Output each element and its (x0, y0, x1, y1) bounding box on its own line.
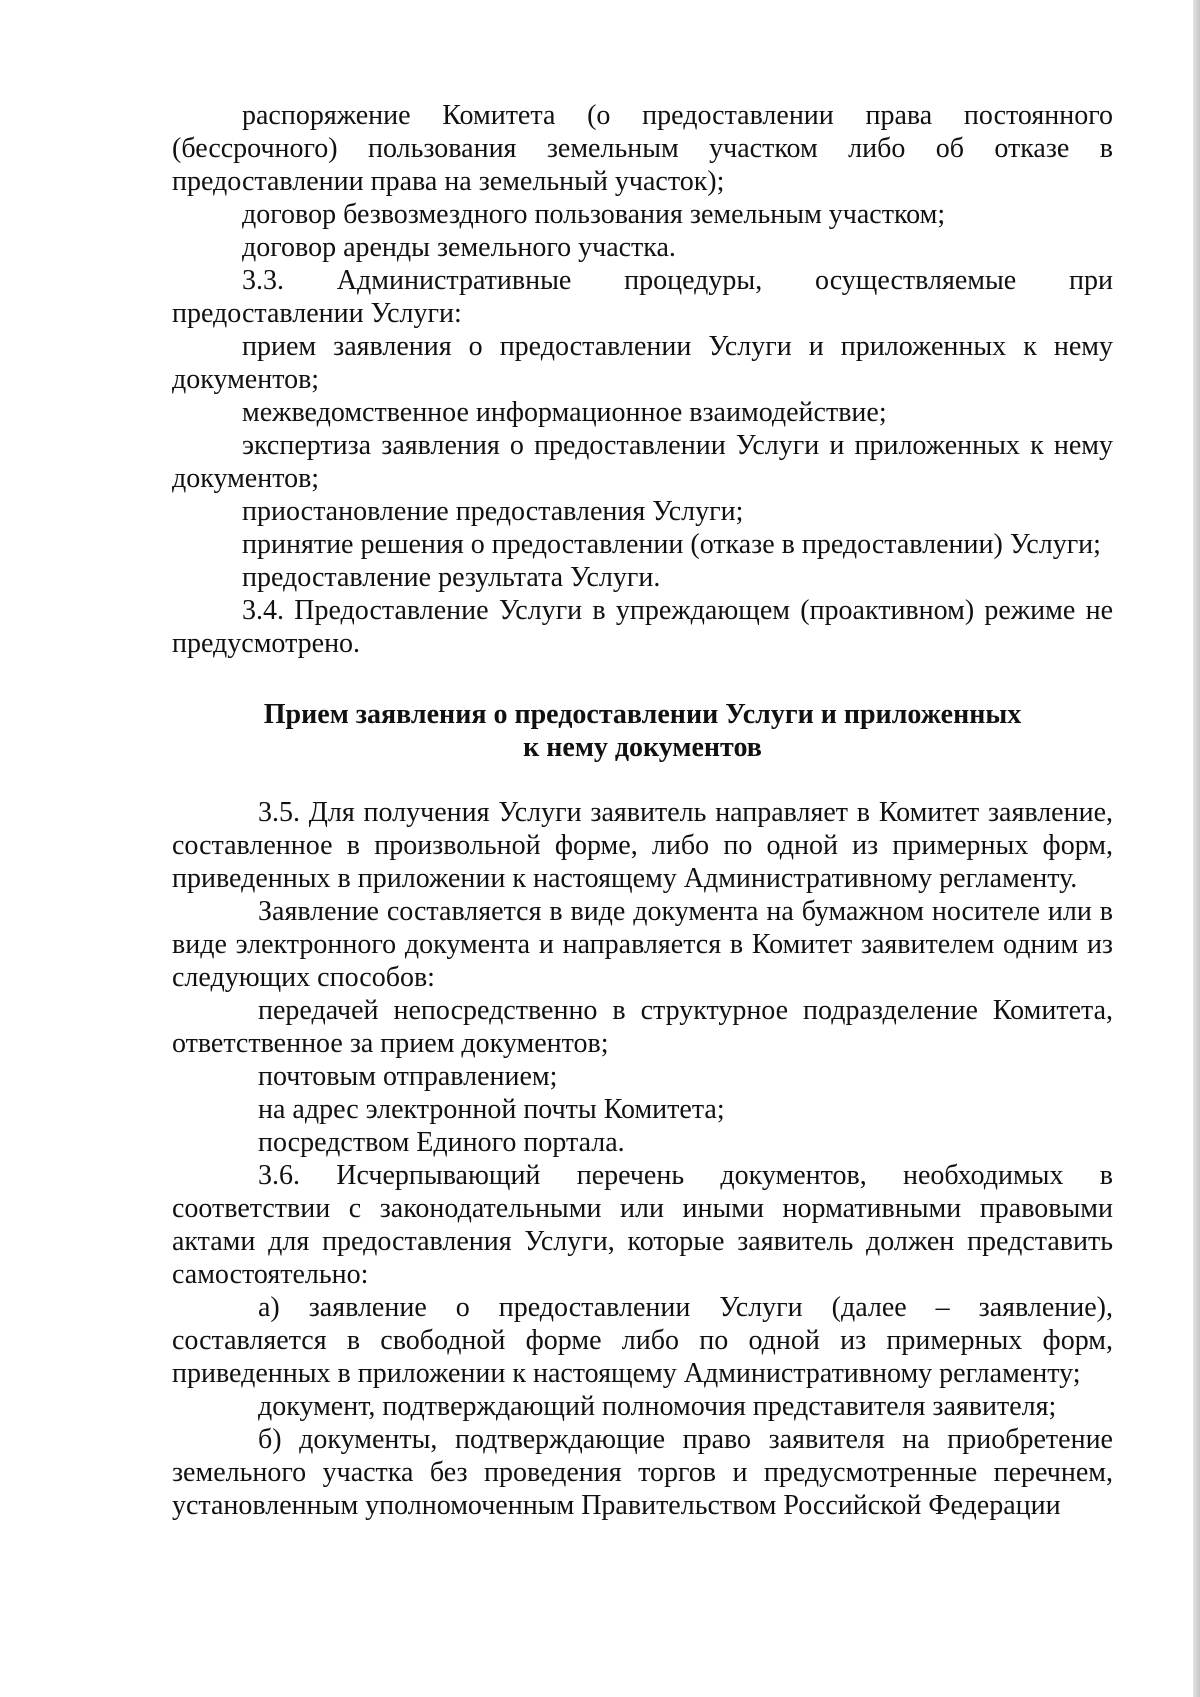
section-heading-line: Прием заявления о предоставлении Услуги и приложенных (263, 699, 1022, 730)
paragraph: 3.3. Административные процедуры, осуществляемые при предоставлении Услуги: (172, 265, 1113, 329)
paragraph: 3.4. Предоставление Услуги в упреждающем (проактивном) режиме не предусмотрено. (172, 595, 1113, 659)
paragraph: документ, подтверждающий полномочия представителя заявителя; (258, 1391, 1057, 1422)
paragraph: договор аренды земельного участка. (242, 232, 676, 263)
page-edge-shadow (1193, 0, 1200, 1697)
paragraph: распоряжение Комитета (о предоставлении права постоянного (бессрочного) пользования земельным участком либо об отказе в предоставлении права на земельный участок); (172, 100, 1113, 197)
paragraph: принятие решения о предоставлении (отказе в предоставлении) Услуги; (242, 529, 1101, 560)
paragraph: передачей непосредственно в структурное подразделение Комитета, ответственное за прием документов; (172, 995, 1113, 1059)
paragraph: договор безвозмездного пользования земельным участком; (242, 199, 946, 230)
paragraph: б) документы, подтверждающие право заявителя на приобретение земельного участка без проведения торгов и предусмотренные перечнем, установленным уполномоченным Правительством Российской Федерации (172, 1424, 1113, 1521)
paragraph: 3.6. Исчерпывающий перечень документов, необходимых в соответствии с законодательными или иными нормативными правовыми актами для предоставления Услуги, которые заявитель должен представить самостоятельно: (172, 1160, 1113, 1290)
paragraph: экспертиза заявления о предоставлении Услуги и приложенных к нему документов; (172, 430, 1113, 494)
paragraph: на адрес электронной почты Комитета; (258, 1094, 725, 1125)
spacer (172, 660, 1113, 698)
section-heading-line: к нему документов (523, 732, 762, 763)
document-body (172, 99, 1113, 1522)
paragraph: 3.5. Для получения Услуги заявитель направляет в Комитет заявление, составленное в произвольной форме, либо по одной из примерных форм, приведенных в приложении к настоящему Административному регламенту. (172, 797, 1113, 894)
paragraph: а) заявление о предоставлении Услуги (далее – заявление), составляется в свободной форме либо по одной из примерных форм, приведенных в приложении к настоящему Административному регламенту; (172, 1292, 1113, 1389)
paragraph: предоставление результата Услуги. (242, 562, 661, 593)
paragraph: прием заявления о предоставлении Услуги и приложенных к нему документов; (172, 331, 1113, 395)
paragraph: посредством Единого портала. (258, 1127, 625, 1158)
paragraph: почтовым отправлением; (258, 1061, 558, 1092)
paragraph: Заявление составляется в виде документа на бумажном носителе или в виде электронного документа и направляется в Комитет заявителем одним из следующих способов: (172, 896, 1113, 993)
paragraph: приостановление предоставления Услуги; (242, 496, 744, 527)
spacer (172, 764, 1113, 796)
paragraph: межведомственное информационное взаимодействие; (242, 397, 887, 428)
